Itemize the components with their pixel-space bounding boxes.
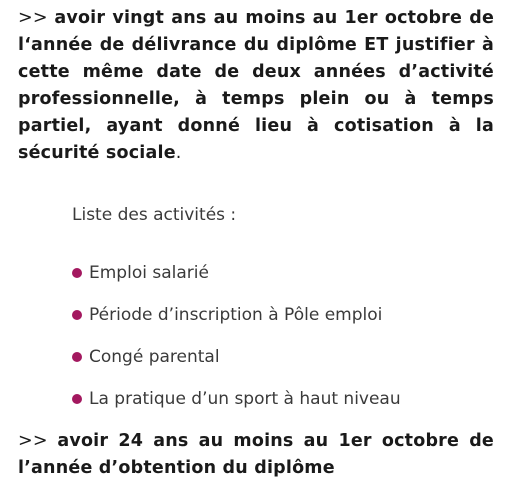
arrow-prefix: >>	[18, 8, 48, 28]
arrow-prefix: >>	[18, 431, 48, 451]
list-item	[72, 336, 401, 378]
activities-list-title: Liste des activités :	[72, 205, 237, 225]
condition-paragraph-2	[18, 428, 494, 482]
list-item	[72, 252, 401, 294]
list-item	[72, 294, 401, 336]
bullet-icon	[72, 310, 82, 320]
list-item-label: Période d’inscription à Pôle emploi	[89, 305, 383, 325]
list-item-label: La pratique d’un sport à haut niveau	[89, 389, 401, 409]
condition-1-text: avoir vingt ans au moins au 1er octobre de l‘année de délivrance du diplôme ET justifier à cette même date de deux années d’activité professionnelle, à temps plein ou à temps partiel, ayant donné lieu à cotisation à la sécurité sociale	[18, 8, 495, 163]
condition-paragraph-1	[18, 5, 494, 167]
condition-2-text: avoir 24 ans au moins au 1er octobre de l’année d’obtention du diplôme	[18, 431, 495, 478]
condition-1-period: .	[175, 143, 182, 163]
bullet-icon	[72, 394, 82, 404]
activities-list	[72, 252, 401, 420]
bullet-icon	[72, 268, 82, 278]
list-item-label: Congé parental	[89, 347, 220, 367]
bullet-icon	[72, 352, 82, 362]
list-item-label: Emploi salarié	[89, 263, 209, 283]
list-item	[72, 378, 401, 420]
